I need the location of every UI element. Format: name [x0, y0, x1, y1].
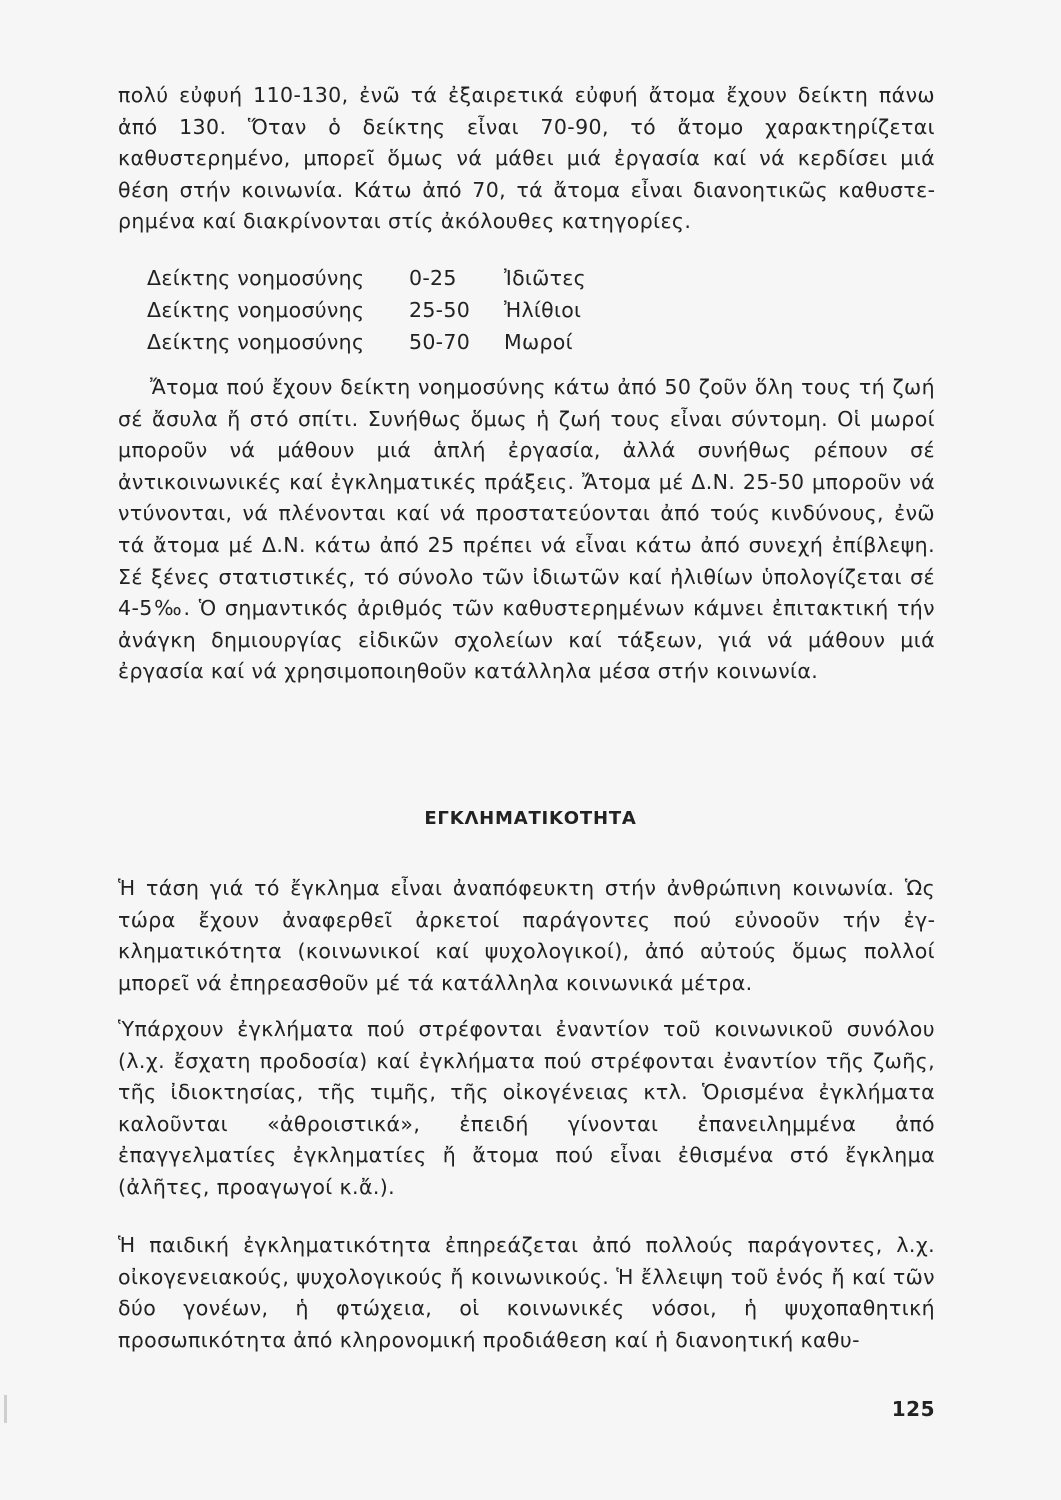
- paragraph-text: πολύ εὐφυή 110-130, ἐνῶ τά ἐξαιρετικά εὐφυή ἄτομα ἔχουν δείκτη πάνω ἀπό 130. Ὅταν ὁ δείκτης εἶναι 70-90, τό ἄτομο χαρακτηρίζεται καθυστερημένο, μπορεῖ ὅμως νά μάθει μιά ἐργασία καί νά κερδίσει μιά θέση στήν κοινωνία. Κάτω ἀπό 70, τά ἄτομα εἶναι διανοητικῶς καθυστερημένα καί διακρίνονται στίς ἀκόλουθες κατηγορίες.: [118, 83, 935, 234]
- index-range: 0-25: [409, 266, 457, 290]
- paragraph-text: Ἡ παιδική ἐγκληματικότητα ἐπηρεάζεται ἀπό πολλούς παράγοντες, λ.χ. οἰκογενειακούς, ψυχολογικούς ἤ κοινωνικούς. Ἡ ἔλλειψη τοῦ ἑνός ἤ καί τῶν δύο γονέων, ἡ φτώχεια, οἱ κοινωνικές νόσοι, ἡ ψυχοπαθητική προσωπικότητα ἀπό κληρονομική προδιάθεση καί ἡ διανοητική καθυ-: [118, 1233, 935, 1352]
- index-range: 50-70: [409, 330, 471, 354]
- section-heading: ΕΓΚΛΗΜΑΤΙΚΟΤΗΤΑ: [424, 808, 637, 829]
- paragraph-juvenile-crime: [118, 1230, 935, 1356]
- paragraph-text: Ὑπάρχουν ἐγκλήματα πού στρέφονται ἐναντίον τοῦ κοινωνικοῦ συνόλου (λ.χ. ἔσχατη προδοσία) καί ἐγκλήματα πού στρέφονται ἐναντίον τῆς ζωῆς, τῆς ἰδιοκτησίας, τῆς τιμῆς, τῆς οἰκογένειας κτλ. Ὁρισμένα ἐγκλήματα καλοῦνται «ἀθροιστικά», ἐπειδή γίνονται ἐπανειλημμένα ἀπό ἐπαγγελματίες ἐγκληματίες ἤ ἄτομα πού εἶναι ἐθισμένα στό ἔγκλημα (ἀλῆτες, προαγωγοί κ.ἄ.).: [118, 1017, 935, 1199]
- index-range: 25-50: [409, 298, 471, 322]
- paragraph-text: Ἡ τάση γιά τό ἔγκλημα εἶναι ἀναπόφευκτη στήν ἀνθρώπινη κοινωνία. Ὡς τώρα ἔχουν ἀναφερθεῖ ἀρκετοί παράγοντες πού εὐνοοῦν τήν ἐγκληματικότητα (κοινωνικοί καί ψυχολογικοί), ἀπό αὐτούς ὅμως πολλοί μπορεῖ νά ἐπηρεασθοῦν μέ τά κατάλληλα κοινωνικά μέτρα.: [118, 876, 935, 995]
- paragraph-care-and-education: [118, 372, 935, 688]
- paragraph-text: Ἄτομα πού ἔχουν δείκτη νοημοσύνης κάτω ἀπό 50 ζοῦν ὅλη τους τή ζωή σέ ἄσυλα ἤ στό σπίτι. Συνήθως ὅμως ἡ ζωή τους εἶναι σύντομη. Οἱ μωροί μποροῦν νά μάθουν μιά ἁπλή ἐργασία, ἀλλά συνήθως ρέπουν σέ ἀντικοινωνικές καί ἐγκληματικές πράξεις. Ἄτομα μέ Δ.Ν. 25-50 μποροῦν νά ντύνονται, νά πλένονται καί νά προστατεύονται ἀπό τούς κινδύνους, ἐνῶ τά ἄτομα μέ Δ.Ν. κάτω ἀπό 25 πρέπει νά εἶναι κάτω ἀπό συνεχή ἐπίβλεψη. Σέ ξένες στατιστικές, τό σύνολο τῶν ἰδιωτῶν καί ἠλιθίων ὑπολογίζεται σέ 4-5‰. Ὁ σημαντικός ἀριθμός τῶν καθυστερημένων κάμνει ἐπιτακτική τήν ἀνάγκη δημιουργίας εἰδικῶν σχολείων καί τάξεων, γιά νά μάθουν μιά ἐργασία καί νά χρησιμοποιηθοῦν κατάλληλα μέσα στήν κοινωνία.: [118, 375, 935, 684]
- intelligence-index-table: [147, 262, 644, 358]
- index-category: Ἠλίθιοι: [504, 298, 582, 322]
- index-category: Ἰδιῶτες: [504, 266, 586, 290]
- index-row-imbeciles: [147, 294, 644, 326]
- index-label: Δείκτης νοημοσύνης: [147, 330, 365, 354]
- index-label: Δείκτης νοημοσύνης: [147, 298, 365, 322]
- paragraph-crime-types: [118, 1014, 935, 1204]
- paragraph-crime-tendency: [118, 873, 935, 999]
- index-label: Δείκτης νοημοσύνης: [147, 266, 365, 290]
- page-number: 125: [891, 1397, 935, 1421]
- index-row-morons: [147, 326, 644, 358]
- index-row-idiots: [147, 262, 644, 294]
- scan-margin-mark: [4, 1395, 7, 1423]
- index-category: Μωροί: [504, 330, 573, 354]
- paragraph-intelligence-levels: [118, 80, 935, 238]
